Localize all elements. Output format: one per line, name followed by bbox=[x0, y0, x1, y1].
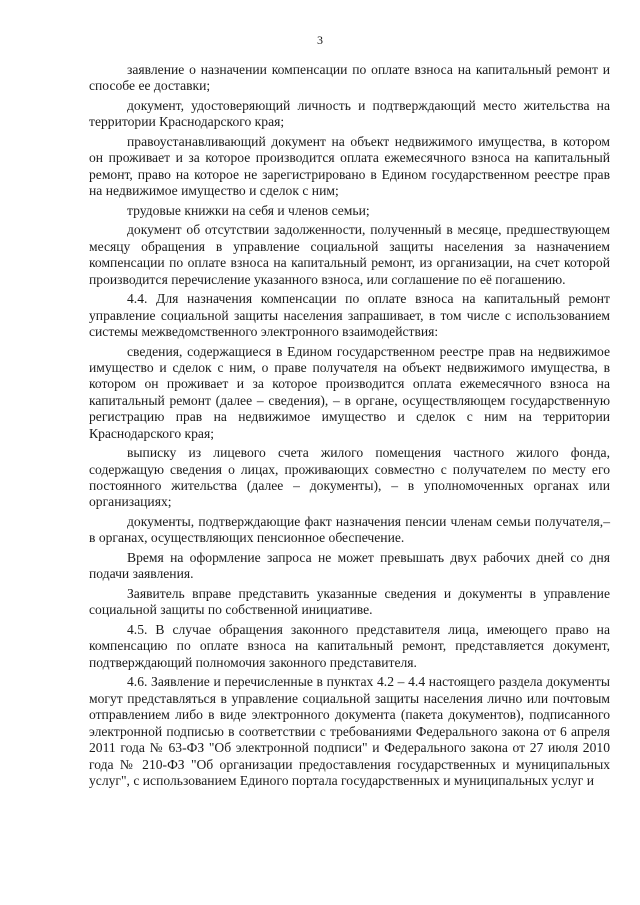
paragraph-section-4-5: 4.5. В случае обращения законного представителя лица, имеющего право на компенсацию по оплате взноса на капитальный ремонт, представляется документ, подтверждающий полномочия законного представителя. bbox=[89, 622, 610, 670]
paragraph-own-initiative: Заявитель вправе представить указанные сведения и документы в управление социальной защиты по собственной инициативе. bbox=[89, 586, 610, 618]
paragraph-section-4-4: 4.4. Для назначения компенсации по оплате взноса на капитальный ремонт управление социальной защиты населения запрашивает, в том числе с использованием системы межведомственного электронного взаимодействия: bbox=[89, 291, 610, 340]
paragraph-identity-document: документ, удостоверяющий личность и подтверждающий место жительства на территории Краснодарского края; bbox=[89, 98, 610, 130]
paragraph-application: заявление о назначении компенсации по оплате взноса на капитальный ремонт и способе ее доставки; bbox=[89, 62, 610, 94]
paragraph-registry-information: сведения, содержащиеся в Едином государственном реестре прав на недвижимое имущество и сделок с ним, о праве получателя на объект недвижимого имущества, в котором он проживает и за которое производится оплата ежемесячного взноса на капитальный ремонт (далее – сведения), – в органе, осуществляющем государственную регистрацию прав на недвижимое имущество и сделок с ним на территории Краснодарского края; bbox=[89, 343, 610, 441]
paragraph-pension-documents: документы, подтверждающие факт назначения пенсии членам семьи получателя,– в органах, осуществляющих пенсионное обеспечение. bbox=[89, 514, 610, 546]
paragraph-no-debt-document: документ об отсутствии задолженности, полученный в месяце, предшествующем месяцу обращения в управление социальной защиты населения за назначением компенсации по оплате взноса на капитальный ремонт, из организации, на счет которой производится перечисление указанного взноса, или соглашение по её погашению. bbox=[89, 222, 610, 287]
document-body bbox=[89, 62, 610, 789]
page-number: 3 bbox=[317, 33, 323, 47]
paragraph-account-extract: выписку из лицевого счета жилого помещения частного жилого фонда, содержащую сведения о лицах, проживающих совместно с получателем по месту его постоянного жительства (далее – документы), – в уполномоченных органах или организациях; bbox=[89, 445, 610, 510]
paragraph-employment-records: трудовые книжки на себя и членов семьи; bbox=[127, 202, 370, 218]
paragraph-property-title: правоустанавливающий документ на объект недвижимого имущества, в котором он проживает и за которое производится оплата ежемесячного взноса на капитальный ремонт, право на которое не зарегистрировано в Едином государственном реестре прав на недвижимое имущество и сделок с ним; bbox=[89, 134, 610, 199]
paragraph-request-time: Время на оформление запроса не может превышать двух рабочих дней со дня подачи заявления. bbox=[89, 550, 610, 582]
paragraph-section-4-6: 4.6. Заявление и перечисленные в пунктах 4.2 – 4.4 настоящего раздела документы могут представляться в управление социальной защиты населения лично или почтовым отправлением либо в виде электронного документа (пакета документов), подписанного электронной подписью в соответствии с требованиями Федерального закона от 6 апреля 2011 года № 63-ФЗ "Об электронной подписи" и Федерального закона от 27 июля 2010 года № 210-ФЗ "Об организации предоставления государственных и муниципальных услуг", с использованием Единого портала государственных и муниципальных услуг и bbox=[89, 674, 610, 788]
